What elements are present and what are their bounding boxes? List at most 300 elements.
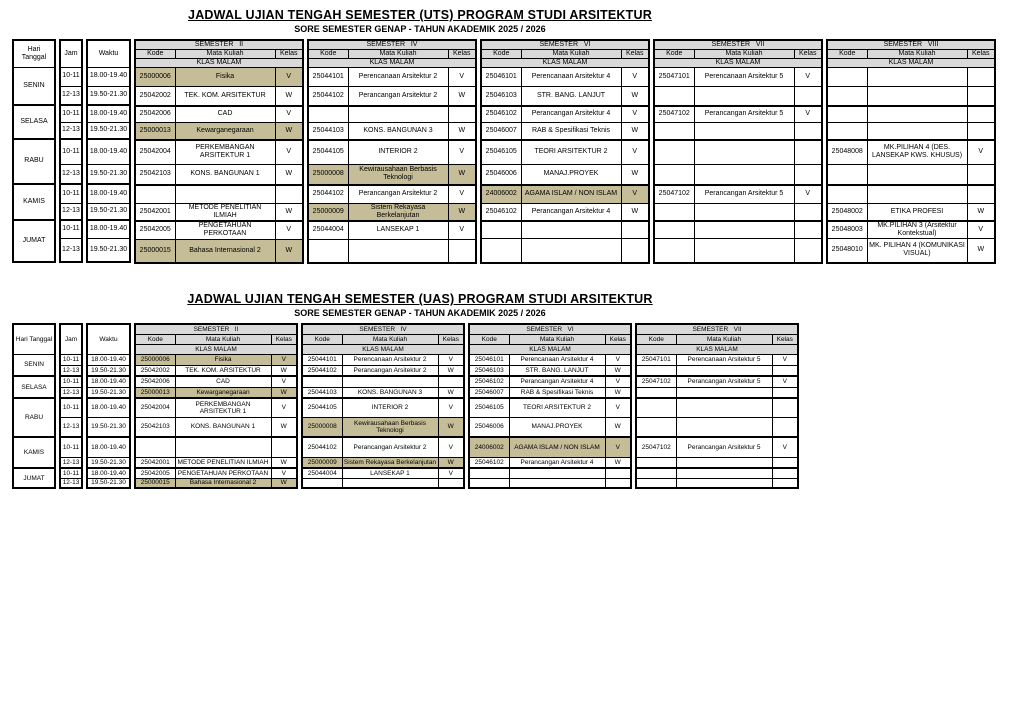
kode-cell: 25000013 xyxy=(135,387,175,398)
kode-cell xyxy=(636,417,676,437)
kelas-cell: W xyxy=(967,239,995,263)
kelas-cell xyxy=(772,387,798,398)
course-cell xyxy=(676,468,772,478)
semester-header: SEMESTER VI xyxy=(469,324,631,334)
uas-page-subtitle: SORE SEMESTER GENAP - TAHUN AKADEMIK 2025 / 2026 xyxy=(294,308,546,319)
kode-cell: 25042002 xyxy=(135,87,175,106)
kelas-cell: W xyxy=(967,204,995,221)
course-cell xyxy=(676,387,772,398)
course-cell: Bahasa Internasional 2 xyxy=(175,478,271,488)
course-cell: Perencanaan Arsitektur 5 xyxy=(676,354,772,365)
jam-cell: 12-13 xyxy=(60,164,82,184)
kode-cell: 25047102 xyxy=(654,106,694,123)
uas-schedule-table xyxy=(12,323,1024,489)
klas-malam-header: KLAS MALAM xyxy=(135,344,297,354)
kode-cell: 25044105 xyxy=(302,398,342,417)
day-cell: SELASA xyxy=(13,376,55,398)
course-cell: MK.PILIHAN 4 (DES. LANSEKAP KWS. KHUSUS) xyxy=(867,140,967,165)
kode-cell: 25047101 xyxy=(654,68,694,87)
kode-cell xyxy=(636,387,676,398)
kode-cell: 25042005 xyxy=(135,221,175,239)
waktu-cell: 18.00-19.40 xyxy=(87,398,130,417)
course-cell xyxy=(676,457,772,468)
kode-cell: 25047102 xyxy=(636,437,676,457)
waktu-header: Waktu xyxy=(87,40,130,67)
kode-header: Kode xyxy=(135,50,175,59)
kode-header: Kode xyxy=(481,50,521,59)
semester-header: SEMESTER IV xyxy=(302,324,464,334)
kelas-cell: W xyxy=(271,457,297,468)
kode-cell: 25000015 xyxy=(135,478,175,488)
kode-cell xyxy=(636,457,676,468)
waktu-cell: 19.50-21.30 xyxy=(87,417,130,437)
kode-cell: 25044103 xyxy=(308,123,348,140)
kelas-cell xyxy=(794,123,822,140)
course-cell: Perancangan Arsitektur 4 xyxy=(521,106,621,123)
course-cell xyxy=(509,478,605,488)
course-cell: PENGETAHUAN PERKOTAAN xyxy=(175,468,271,478)
kode-cell xyxy=(135,185,175,204)
hari-column-block xyxy=(12,323,56,489)
course-cell: Perencanaan Arsitektur 4 xyxy=(509,354,605,365)
course-cell xyxy=(342,478,438,488)
klas-malam-header: KLAS MALAM xyxy=(481,59,649,68)
kelas-cell: V xyxy=(967,140,995,165)
semester-header: SEMESTER II xyxy=(135,324,297,334)
kelas-cell: V xyxy=(621,68,649,87)
kode-cell: 25000006 xyxy=(135,354,175,365)
jam-cell: 10-11 xyxy=(60,220,82,238)
course-cell: CAD xyxy=(175,376,271,387)
kode-cell: 25042006 xyxy=(135,376,175,387)
klas-malam-header: KLAS MALAM xyxy=(302,344,464,354)
course-cell xyxy=(694,165,794,185)
kelas-cell xyxy=(621,239,649,263)
kelas-cell xyxy=(794,165,822,185)
course-cell xyxy=(694,204,794,221)
waktu-cell: 19.50-21.30 xyxy=(87,238,130,262)
course-cell xyxy=(867,165,967,185)
kode-cell: 25046105 xyxy=(481,140,521,165)
semester-header: SEMESTER VI xyxy=(481,40,649,50)
semester-block-3 xyxy=(468,323,632,489)
course-cell: PERKEMBANGAN ARSITEKTUR 1 xyxy=(175,398,271,417)
kode-cell xyxy=(135,437,175,457)
kode-cell xyxy=(827,123,867,140)
day-cell: RABU xyxy=(13,139,55,184)
kelas-cell: W xyxy=(448,87,476,106)
kelas-cell: V xyxy=(448,68,476,87)
kelas-cell: V xyxy=(794,106,822,123)
kelas-cell: W xyxy=(271,417,297,437)
kelas-cell: W xyxy=(271,478,297,488)
kelas-cell: W xyxy=(448,123,476,140)
kode-header: Kode xyxy=(302,334,342,344)
course-cell: TEK. KOM. ARSITEKTUR xyxy=(175,365,271,376)
kelas-cell: W xyxy=(605,365,631,376)
course-cell: Perencanaan Arsitektur 5 xyxy=(694,68,794,87)
waktu-cell: 18.00-19.40 xyxy=(87,67,130,86)
course-cell: MANAJ.PROYEK xyxy=(509,417,605,437)
day-cell: KAMIS xyxy=(13,437,55,468)
jam-cell: 10-11 xyxy=(60,468,82,478)
kode-cell: 25042006 xyxy=(135,106,175,123)
kode-cell: 25042005 xyxy=(135,468,175,478)
kelas-cell xyxy=(794,204,822,221)
course-cell: Perancangan Arsitektur 2 xyxy=(348,185,448,204)
kelas-cell xyxy=(967,185,995,204)
kelas-cell: V xyxy=(967,221,995,239)
kelas-header: Kelas xyxy=(772,334,798,344)
course-cell: STR. BANG. LANJUT xyxy=(521,87,621,106)
jam-cell: 12-13 xyxy=(60,457,82,468)
course-cell: Perancangan Arsitektur 5 xyxy=(694,106,794,123)
kelas-cell: W xyxy=(605,417,631,437)
course-cell xyxy=(867,68,967,87)
jam-header: Jam xyxy=(60,40,82,67)
course-cell: Perancangan Arsitektur 5 xyxy=(676,437,772,457)
course-cell: Perancangan Arsitektur 4 xyxy=(509,376,605,387)
waktu-cell: 19.50-21.30 xyxy=(87,122,130,139)
course-cell: CAD xyxy=(175,106,275,123)
kode-cell: 25046103 xyxy=(469,365,509,376)
kelas-cell xyxy=(605,478,631,488)
kode-cell xyxy=(827,87,867,106)
kelas-cell: W xyxy=(621,165,649,185)
kelas-cell: V xyxy=(448,221,476,239)
kode-cell xyxy=(302,478,342,488)
hari-header: Hari Tanggal xyxy=(13,40,55,67)
kode-header: Kode xyxy=(308,50,348,59)
kelas-cell: V xyxy=(275,140,303,165)
klas-malam-header: KLAS MALAM xyxy=(654,59,822,68)
course-cell xyxy=(342,376,438,387)
kelas-cell xyxy=(772,398,798,417)
kode-cell: 24006002 xyxy=(481,185,521,204)
kelas-cell xyxy=(772,457,798,468)
semester-block-1 xyxy=(134,323,298,489)
kelas-cell: V xyxy=(605,354,631,365)
uts-page-subtitle: SORE SEMESTER GENAP - TAHUN AKADEMIK 2025 / 2026 xyxy=(294,24,546,34)
jam-cell: 10-11 xyxy=(60,67,82,86)
kelas-cell: W xyxy=(448,204,476,222)
semester-header: SEMESTER VIII xyxy=(827,40,995,50)
kelas-cell: V xyxy=(448,140,476,165)
kelas-cell xyxy=(772,365,798,376)
course-cell: Sistem Rekayasa Berkelanjutan xyxy=(348,204,448,222)
kode-cell: 25044004 xyxy=(302,468,342,478)
kode-cell: 25046102 xyxy=(481,204,521,221)
kode-cell xyxy=(481,221,521,239)
kelas-cell: V xyxy=(275,106,303,123)
kelas-cell: W xyxy=(438,417,464,437)
kode-cell: 25000009 xyxy=(302,457,342,468)
course-cell: ETIKA PROFESI xyxy=(867,204,967,221)
uas-title-block xyxy=(0,292,840,318)
course-cell xyxy=(694,140,794,165)
waktu-cell: 18.00-19.40 xyxy=(87,354,130,365)
kode-cell xyxy=(654,204,694,221)
semester-block-2 xyxy=(301,323,465,489)
kelas-cell: W xyxy=(275,239,303,263)
kode-cell: 24006002 xyxy=(469,437,509,457)
course-cell: KONS. BANGUNAN 1 xyxy=(175,417,271,437)
kelas-header: Kelas xyxy=(794,50,822,59)
kelas-cell xyxy=(794,140,822,165)
course-cell: KONS. BANGUNAN 3 xyxy=(348,123,448,140)
semester-header: SEMESTER VII xyxy=(636,324,798,334)
kode-cell: 25042103 xyxy=(135,417,175,437)
course-cell xyxy=(676,478,772,488)
course-cell: Kewarganegaraan xyxy=(175,387,271,398)
course-cell: Kewarganegaraan xyxy=(175,123,275,140)
kelas-cell: W xyxy=(621,87,649,106)
kelas-cell xyxy=(772,468,798,478)
course-cell: MK.PILIHAN 3 (Arsitektur Kontekstual) xyxy=(867,221,967,239)
day-cell: RABU xyxy=(13,398,55,437)
kelas-cell: V xyxy=(772,376,798,387)
kelas-cell: V xyxy=(605,437,631,457)
mata-kuliah-header: Mata Kuliah xyxy=(676,334,772,344)
mata-kuliah-header: Mata Kuliah xyxy=(694,50,794,59)
kelas-cell: V xyxy=(438,354,464,365)
course-cell xyxy=(867,185,967,204)
kelas-cell: V xyxy=(794,68,822,87)
kode-cell: 25042004 xyxy=(135,140,175,165)
kode-cell: 25048008 xyxy=(827,140,867,165)
waktu-cell: 18.00-19.40 xyxy=(87,468,130,478)
kode-cell: 25044101 xyxy=(302,354,342,365)
kode-cell xyxy=(469,478,509,488)
jam-cell: 10-11 xyxy=(60,139,82,164)
kode-header: Kode xyxy=(135,334,175,344)
course-cell: TEORI ARSITEKTUR 2 xyxy=(509,398,605,417)
semester-block-4 xyxy=(653,39,823,264)
jam-header: Jam xyxy=(60,324,82,354)
kode-cell xyxy=(654,165,694,185)
semester-block-4 xyxy=(635,323,799,489)
course-cell: RAB & Spesifikasi Teknis xyxy=(509,387,605,398)
course-cell: STR. BANG. LANJUT xyxy=(509,365,605,376)
kelas-cell: V xyxy=(275,68,303,87)
kelas-cell xyxy=(438,376,464,387)
waktu-cell: 19.50-21.30 xyxy=(87,478,130,488)
jam-cell: 10-11 xyxy=(60,105,82,122)
kode-cell xyxy=(308,239,348,263)
kode-cell: 25044102 xyxy=(308,87,348,106)
kode-header: Kode xyxy=(636,334,676,344)
course-cell: Perancangan Arsitektur 5 xyxy=(676,376,772,387)
course-cell xyxy=(676,365,772,376)
course-cell: KONS. BANGUNAN 3 xyxy=(342,387,438,398)
course-cell: Bahasa Internasional 2 xyxy=(175,239,275,263)
waktu-column-block xyxy=(86,323,131,489)
kelas-cell xyxy=(967,106,995,123)
course-cell: Perencanaan Arsitektur 2 xyxy=(342,354,438,365)
kode-cell: 25044103 xyxy=(302,387,342,398)
uts-schedule-table xyxy=(12,39,1024,264)
course-cell xyxy=(348,106,448,123)
kelas-cell xyxy=(772,478,798,488)
course-cell xyxy=(521,221,621,239)
kelas-cell: V xyxy=(621,106,649,123)
kode-cell xyxy=(308,106,348,123)
kelas-cell xyxy=(448,106,476,123)
semester-header: SEMESTER VII xyxy=(654,40,822,50)
kelas-cell xyxy=(967,165,995,185)
day-cell: SELASA xyxy=(13,105,55,139)
jam-cell: 10-11 xyxy=(60,376,82,387)
kelas-header: Kelas xyxy=(438,334,464,344)
jam-column-block xyxy=(59,323,83,489)
kelas-cell xyxy=(794,87,822,106)
waktu-cell: 19.50-21.30 xyxy=(87,365,130,376)
kode-cell: 25000006 xyxy=(135,68,175,87)
kode-cell xyxy=(654,239,694,263)
waktu-cell: 18.00-19.40 xyxy=(87,437,130,457)
kelas-cell: V xyxy=(621,140,649,165)
kelas-cell: W xyxy=(271,387,297,398)
kode-cell: 25042001 xyxy=(135,204,175,222)
jam-cell: 12-13 xyxy=(60,365,82,376)
semester-header: SEMESTER IV xyxy=(308,40,476,50)
kelas-cell xyxy=(967,87,995,106)
jam-column-block xyxy=(59,39,83,263)
kelas-cell xyxy=(794,221,822,239)
waktu-cell: 19.50-21.30 xyxy=(87,86,130,105)
waktu-cell: 18.00-19.40 xyxy=(87,139,130,164)
kode-header: Kode xyxy=(827,50,867,59)
waktu-cell: 18.00-19.40 xyxy=(87,220,130,238)
kelas-cell: W xyxy=(271,365,297,376)
kode-cell: 25042103 xyxy=(135,165,175,185)
course-cell: Perancangan Arsitektur 4 xyxy=(509,457,605,468)
day-cell: KAMIS xyxy=(13,184,55,220)
kelas-cell xyxy=(967,68,995,87)
kode-cell xyxy=(827,185,867,204)
kode-header: Kode xyxy=(654,50,694,59)
semester-header: SEMESTER II xyxy=(135,40,303,50)
kelas-cell: W xyxy=(275,204,303,222)
semester-block-1 xyxy=(134,39,304,264)
kode-cell: 25047101 xyxy=(636,354,676,365)
course-cell: Perancangan Arsitektur 4 xyxy=(521,204,621,221)
kode-cell: 25046103 xyxy=(481,87,521,106)
course-cell xyxy=(521,239,621,263)
mata-kuliah-header: Mata Kuliah xyxy=(175,334,271,344)
kode-cell: 25046007 xyxy=(469,387,509,398)
kode-cell: 25044102 xyxy=(302,437,342,457)
kode-cell: 25044105 xyxy=(308,140,348,165)
course-cell: AGAMA ISLAM / NON ISLAM xyxy=(509,437,605,457)
kode-cell: 25042002 xyxy=(135,365,175,376)
day-cell: SENIN xyxy=(13,354,55,376)
jam-cell: 12-13 xyxy=(60,387,82,398)
kelas-cell: V xyxy=(794,185,822,204)
klas-malam-header: KLAS MALAM xyxy=(469,344,631,354)
course-cell: MK. PILIHAN 4 (KOMUNIKASI VISUAL) xyxy=(867,239,967,263)
course-cell: Perencanaan Arsitektur 2 xyxy=(348,68,448,87)
kelas-cell: V xyxy=(275,221,303,239)
kelas-header: Kelas xyxy=(967,50,995,59)
jam-cell: 10-11 xyxy=(60,184,82,203)
course-cell xyxy=(175,185,275,204)
kelas-header: Kelas xyxy=(621,50,649,59)
kelas-cell xyxy=(605,468,631,478)
waktu-column-block xyxy=(86,39,131,263)
kelas-cell: W xyxy=(605,387,631,398)
kode-cell: 25000013 xyxy=(135,123,175,140)
kode-cell: 25044101 xyxy=(308,68,348,87)
day-cell: JUMAT xyxy=(13,468,55,488)
kode-cell: 25046007 xyxy=(481,123,521,140)
waktu-cell: 19.50-21.30 xyxy=(87,164,130,184)
course-cell: Fisika xyxy=(175,354,271,365)
kode-cell xyxy=(654,140,694,165)
mata-kuliah-header: Mata Kuliah xyxy=(521,50,621,59)
kode-cell: 25046006 xyxy=(481,165,521,185)
waktu-cell: 18.00-19.40 xyxy=(87,376,130,387)
kode-cell: 25046101 xyxy=(469,354,509,365)
course-cell xyxy=(175,437,271,457)
uts-page-title: JADWAL UJIAN TENGAH SEMESTER (UTS) PROGRAM STUDI ARSITEKTUR xyxy=(188,8,652,22)
kode-cell: 25042004 xyxy=(135,398,175,417)
course-cell xyxy=(867,87,967,106)
course-cell: Perencanaan Arsitektur 4 xyxy=(521,68,621,87)
kode-cell: 25046102 xyxy=(481,106,521,123)
kelas-cell: V xyxy=(438,398,464,417)
kelas-cell xyxy=(794,239,822,263)
kode-cell xyxy=(469,468,509,478)
kelas-cell: V xyxy=(621,185,649,204)
course-cell: RAB & Spesifikasi Teknis xyxy=(521,123,621,140)
kode-cell: 25044004 xyxy=(308,221,348,239)
course-cell: PERKEMBANGAN ARSITEKTUR 1 xyxy=(175,140,275,165)
kelas-cell: W xyxy=(605,457,631,468)
course-cell: METODE PENELITIAN ILMIAH xyxy=(175,204,275,222)
course-cell xyxy=(348,239,448,263)
klas-malam-header: KLAS MALAM xyxy=(827,59,995,68)
kelas-cell: W xyxy=(275,87,303,106)
course-cell: INTERIOR 2 xyxy=(342,398,438,417)
kelas-cell: V xyxy=(605,376,631,387)
kode-cell xyxy=(302,376,342,387)
kode-cell xyxy=(654,221,694,239)
course-cell xyxy=(509,468,605,478)
course-cell: Perancangan Arsitektur 5 xyxy=(694,185,794,204)
kelas-cell: W xyxy=(621,123,649,140)
kode-cell: 25046105 xyxy=(469,398,509,417)
waktu-cell: 19.50-21.30 xyxy=(87,203,130,220)
hari-column-block xyxy=(12,39,56,263)
course-cell xyxy=(676,417,772,437)
waktu-header: Waktu xyxy=(87,324,130,354)
kode-cell: 25046102 xyxy=(469,376,509,387)
kelas-header: Kelas xyxy=(448,50,476,59)
kode-cell xyxy=(481,239,521,263)
kode-cell xyxy=(827,165,867,185)
kode-cell xyxy=(636,365,676,376)
jam-cell: 12-13 xyxy=(60,417,82,437)
jam-cell: 12-13 xyxy=(60,203,82,220)
kelas-cell: V xyxy=(271,398,297,417)
kelas-cell: V xyxy=(271,354,297,365)
day-cell: JUMAT xyxy=(13,220,55,262)
hari-header: Hari Tanggal xyxy=(13,324,55,354)
kelas-cell: V xyxy=(772,437,798,457)
course-cell: METODE PENELITIAN ILMIAH xyxy=(175,457,271,468)
kode-cell: 25044102 xyxy=(302,365,342,376)
